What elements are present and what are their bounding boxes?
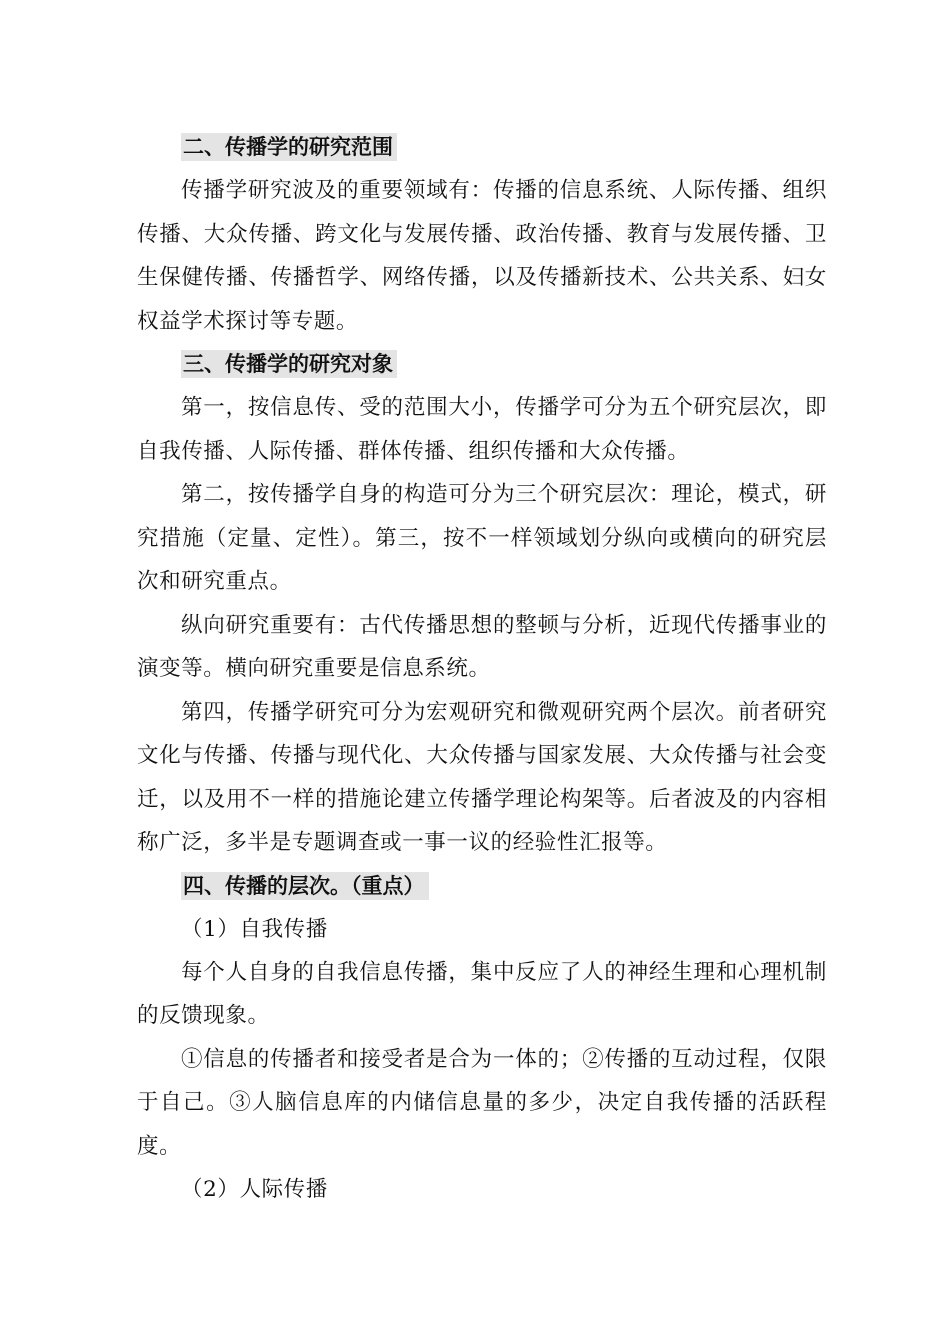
section-heading-objects: 三、传播学的研究对象 <box>181 343 827 386</box>
paragraph: ①信息的传播者和接受者是合为一体的；②传播的互动过程，仅限于自己。③人脑信息库的内储信息量的多少，决定自我传播的活跃程度。 <box>137 1046 827 1159</box>
list-item-interpersonal-communication: （2）人际传播 <box>181 1177 328 1202</box>
paragraph: 第一，按信息传、受的范围大小，传播学可分为五个研究层次，即自我传播、人际传播、群体传播、组织传播和大众传播。 <box>137 395 827 464</box>
section-heading-levels: 四、传播的层次。（重点） <box>181 865 827 908</box>
list-item-self-communication: （1）自我传播 <box>181 916 328 942</box>
paragraph: 纵向研究重要有：古代传播思想的整顿与分析，近现代传播事业的演变等。横向研究重要是信息系统。 <box>137 612 827 681</box>
paragraph: 第四，传播学研究可分为宏观研究和微观研究两个层次。前者研究文化与传播、传播与现代化、大众传播与国家发展、大众传播与社会变迁，以及用不一样的措施论建立传播学理论构架等。后者波及的内容相称广泛，多半是专题调查或一事一议的经验性汇报等。 <box>137 699 827 855</box>
paragraph: 传播学研究波及的重要领域有：传播的信息系统、人际传播、组织传播、大众传播、跨文化与发展传播、政治传播、教育与发展传播、卫生保健传播、传播哲学、网络传播，以及传播新技术、公共关系、妇女权益学术探讨等专题。 <box>137 178 827 334</box>
paragraph: 第二，按传播学自身的构造可分为三个研究层次：理论，模式，研究措施（定量、定性）。第三，按不一样领域划分纵向或横向的研究层次和研究重点。 <box>137 482 827 594</box>
document-page <box>137 126 827 1211</box>
paragraph: 每个人自身的自我信息传播，集中反应了人的神经生理和心理机制的反馈现象。 <box>137 959 827 1028</box>
section-heading-scope: 二、传播学的研究范围 <box>181 126 827 169</box>
